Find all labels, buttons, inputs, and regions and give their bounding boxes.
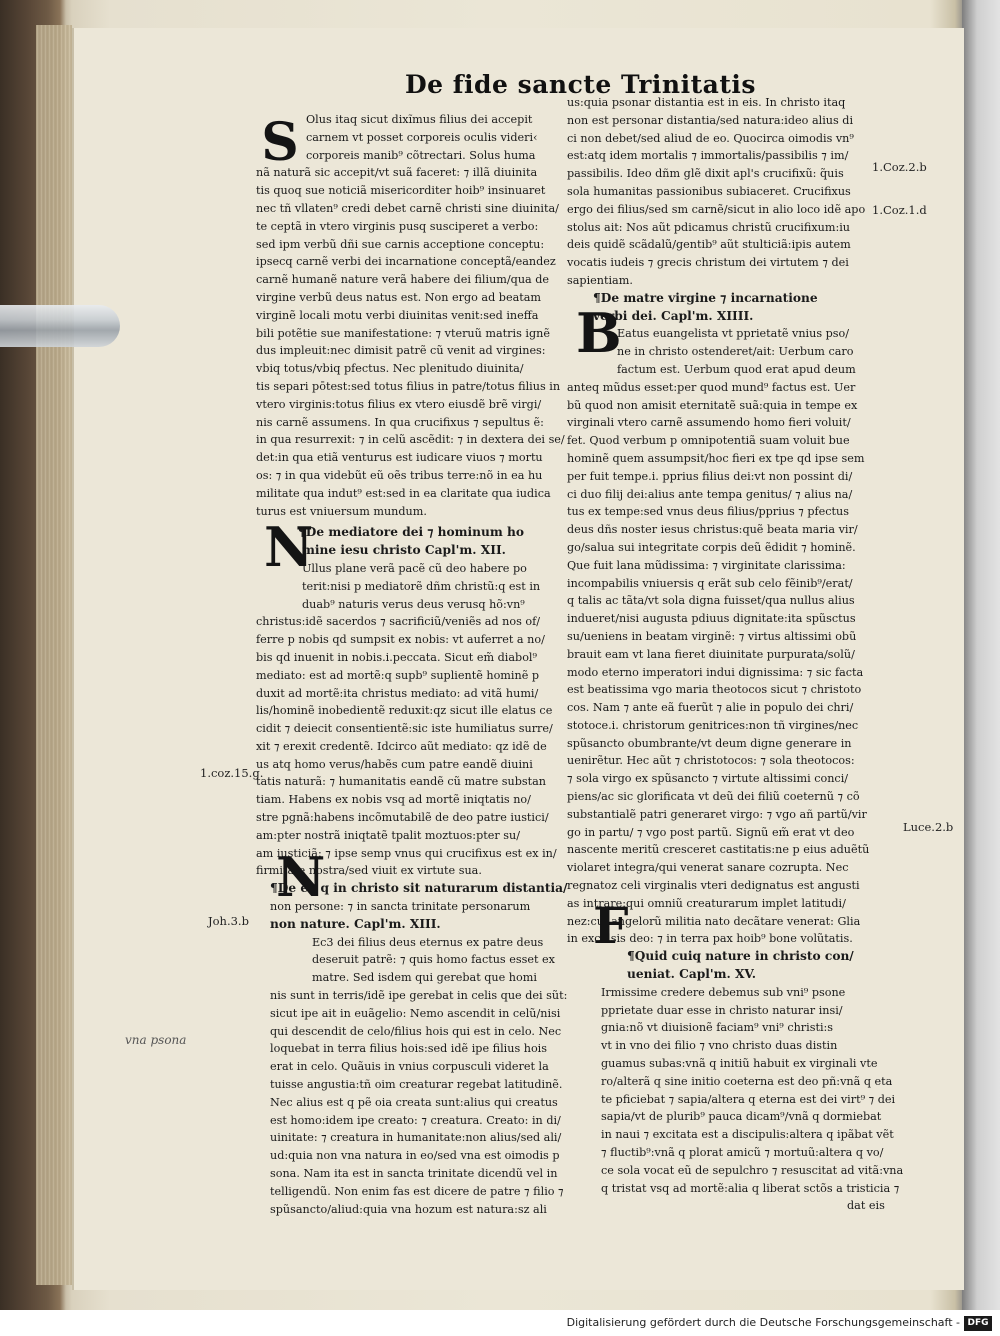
footer-bar	[0, 1310, 1000, 1336]
text-line: deis quidẽ scãdalũ/gentib⁹ aũt stulticiã:ipis autem	[567, 238, 851, 252]
text-line: nis sunt in terris/idẽ ipe gerebat in celis que dei sũt:	[270, 989, 568, 1003]
chapter-heading-line: ¶De matre virgine ⁊ incarnatione	[593, 290, 818, 305]
text-line: te pficiebat ⁊ sapia/altera q eterna est dei virt⁹ ⁊ dei	[601, 1092, 896, 1106]
text-line: nã naturã sic accepit/vt suã faceret: ⁊ illã diuinita	[256, 166, 538, 180]
text-line: substantialẽ patri generaret virgo: ⁊ vgo añ partũ/vir	[567, 807, 867, 821]
text-line: ferre p nobis qd sumpsit ex nobis: vt auferret a no/	[256, 633, 545, 647]
text-line: xit ⁊ erexit credentẽ. Idcirco aũt mediato: qz idẽ de	[256, 739, 547, 753]
text-line: tuisse angustia:tñ oim creaturar regebat latitudinẽ.	[270, 1078, 563, 1092]
text-line: stre pgnã:habens incõmutabilẽ de deo patre iustici/	[256, 811, 549, 825]
text-line: Olus itaq sicut dixĩmus filius dei accepit	[306, 113, 533, 126]
text-line: deseruit patrẽ: ⁊ quis homo factus esset ex	[312, 953, 555, 967]
text-line: uenirẽtur. Hec aũt ⁊ christotocos: ⁊ sola theotocos:	[567, 754, 855, 768]
text-line: est beatissima vgo maria theotocos sicut ⁊ christoto	[567, 683, 862, 697]
text-line: carnẽ humanẽ nature verã habere dei filium/qua de	[256, 273, 550, 287]
text-line: us:quia psonar distantia est in eis. In christo itaq	[567, 96, 846, 109]
text-line: non persone: ⁊ in sancta trinitate personarum	[270, 900, 531, 914]
left-column	[256, 111, 568, 1218]
text-line: turus est vniuersum mundum.	[256, 504, 427, 518]
text-line: duab⁹ naturis verus deus verusq hõ:vn⁹	[302, 597, 525, 611]
text-line: est:atq idem mortalis ⁊ immortalis/passibilis ⁊ im/	[567, 149, 849, 163]
text-line: spũsancto/aliud:quia vna hozum est natura:sz ali	[270, 1202, 547, 1216]
chapter-heading-line: ¶De mediatore dei ⁊ hominum ho	[298, 525, 525, 540]
text-line: indueret/nisi augusta pdiuus dignitate:ita spũsctus	[567, 612, 856, 626]
text-line: vbiq totus/vbiq pfectus. Nec plenitudo diuinita/	[256, 362, 524, 376]
text-line: stotoce.i. christorum genitrices:non tñ virgines/nec	[567, 718, 859, 732]
page-holder-rod	[0, 305, 120, 347]
chapter-heading-line: mine iesu christo Capl'm. XII.	[302, 543, 506, 558]
text-line: deus dñs noster iesus christus:quẽ beata maria vir/	[567, 523, 858, 537]
text-line: Ec3 dei filius deus eternus ex patre deus	[312, 935, 544, 949]
text-line: qui descendit de celo/filius hois qui est in celo. Nec	[270, 1024, 562, 1038]
text-line: loquebat in terra filius hois:sed idẽ ipe filius hois	[270, 1042, 548, 1056]
handwritten-note: vna psona	[125, 1033, 187, 1047]
margin-note-luc-2b: Luce.2.b	[903, 820, 954, 834]
text-line: cos. Nam ⁊ ante eã fuerũt ⁊ alie in populo dei chri/	[567, 701, 854, 715]
text-line: ce sola vocat eũ de sepulchro ⁊ resuscitat ad vitã:vna	[601, 1163, 904, 1177]
running-head: De fide sancte Trinitatis	[405, 70, 756, 99]
text-line: Irmissime credere debemus sub vni⁹ psone	[601, 985, 846, 999]
text-line: te ceptã in vtero virginis pusq susciperet a verbo:	[256, 219, 539, 233]
text-line: gnia:nõ vt diuisionẽ faciam⁹ vni⁹ christi:s	[601, 1021, 834, 1035]
text-line: corporeis manib⁹ cõtrectari. Solus huma	[306, 148, 536, 162]
margin-note-cor-15g: 1.coz.15.g.	[200, 766, 264, 780]
facing-page-edge	[962, 0, 1000, 1310]
initial-n-chapter-12: N	[264, 515, 314, 579]
text-line: ne in christo ostenderet/ait: Uerbum caro	[617, 345, 854, 359]
text-line: duxit ad mortẽ:ita christus mediato: ad vitã humi/	[256, 686, 539, 700]
text-line: nez:cui angelorũ militia nato decãtare venerat: Glia	[567, 914, 861, 928]
text-line: est homo:idem ipe creato: ⁊ creatura. Creato: in di/	[270, 1113, 561, 1127]
initial-n-chapter-13: N	[276, 845, 326, 909]
text-line: virgine verbũ deus natus est. Non ergo ad beatam	[256, 290, 542, 304]
text-line: spũsancto obumbrante/vt deum digne generare in	[567, 736, 852, 750]
text-line: cidit ⁊ deiecit consentientẽ:sic iste humiliatus surre/	[256, 722, 553, 736]
text-line: am iusticiã: ⁊ ipse semp vnus qui crucifixus est ex in/	[256, 846, 557, 860]
text-line: nec tñ vllaten⁹ credi debet carnẽ christi sine diuinita/	[256, 201, 559, 215]
footer-credit: Digitalisierung gefördert durch die Deutsche Forschungsgemeinschaft -	[566, 1316, 960, 1329]
text-line: am:pter nostrã iniqtatẽ tpalit moztuos:pter su/	[256, 828, 520, 842]
text-line: os: ⁊ in qua videbũt eũ oẽs tribus terre:nõ in ea hu	[256, 468, 543, 482]
text-line: tis quoq sue noticiã misericorditer hoib⁹ insinuaret	[256, 184, 546, 198]
initial-b-chapter-14: B	[576, 301, 622, 365]
text-line: in naui ⁊ excitata est a discipulis:altera q ipãbat vẽt	[601, 1128, 894, 1142]
text-line: bili potẽtie sue manifestatione: ⁊ vteruũ matris ignẽ	[256, 326, 550, 340]
text-line: sola humanitas passionibus subiaceret. Crucifixus	[567, 184, 851, 198]
text-line: in excelsis deo: ⁊ in terra pax hoib⁹ bone volũtatis.	[567, 932, 853, 946]
text-line: erat in celo. Quãuis in vnius corpusculi videret la	[270, 1060, 549, 1074]
text-line: q tristat vsq ad mortẽ:alia q liberat sctõs a tristicia ⁊	[601, 1181, 900, 1195]
text-line: sed ipm verbũ dñi sue carnis acceptione conceptu:	[256, 237, 545, 251]
text-line: vt in vno dei filio ⁊ vno christo duas distin	[601, 1039, 838, 1053]
text-line: lis/hominẽ inobedientẽ reduxit:qz sicut ille elatus ce	[256, 704, 553, 718]
text-line: uinitate: ⁊ creatura in humanitate:non alius/sed ali/	[270, 1131, 562, 1145]
text-line: dus impleuit:nec dimisit patrẽ cũ venit ad virgines:	[256, 344, 546, 358]
chapter-heading-line: non nature. Capl'm. XIII.	[270, 916, 441, 931]
text-line: as intrare:qui omniũ creaturarum implet latitudi/	[567, 896, 846, 910]
text-line: terit:nisi p mediatorẽ dñm christũ:q est in	[302, 579, 541, 593]
text-line: passibilis. Ideo dñm glẽ dixit apl's crucifixũ: q̃uis	[567, 167, 844, 181]
text-line: nis carnẽ assumens. In qua crucifixus ⁊ sepultus ẽ:	[256, 415, 544, 429]
text-line: incompabilis vniuersis q erãt sub celo fẽinib⁹/erat/	[567, 576, 853, 590]
text-line: christus:idẽ sacerdos ⁊ sacrificiũ/veniẽs ad nos of/	[256, 615, 541, 629]
text-line: vtero virginis:totus filius ex vtero eiusdẽ brẽ virgi/	[256, 397, 542, 411]
text-line: sapientiam.	[567, 273, 633, 287]
text-line: ud:quia non vna natura in eo/sed vna est oimodis p	[270, 1149, 560, 1163]
text-line: ergo dei filius/sed sm carnẽ/sicut in alio loco idẽ apo	[567, 202, 866, 216]
text-line: bũ quod non amisit eternitatẽ suã:quia in tempe ex	[567, 398, 858, 412]
text-line: det:in qua etiã venturus est iudicare viuos ⁊ mortu	[256, 451, 543, 465]
initial-s: S	[261, 112, 299, 173]
text-line: per fuit tempe.i. pprius filius dei:vt non possint di/	[567, 469, 853, 483]
text-line: ro/alterã q sine initio coeterna est deo pñ:vnã q eta	[601, 1074, 893, 1088]
chapter-heading-line: ¶De eo q in christo sit naturarum distantia/	[270, 881, 568, 896]
text-line: nascente meritũ cresceret castitatis:ne p eius aduẽtũ	[567, 843, 870, 857]
text-line: bis qd inuenit in nobis.i.peccata. Sicut em̃ diabol⁹	[256, 650, 537, 664]
text-line: tatis naturã: ⁊ humanitatis eandẽ cũ matre substan	[256, 775, 546, 789]
text-line: q talis ac tãta/vt sola digna fuisset/qua nullus alius	[567, 594, 855, 608]
text-line: regnatoz celi virginalis vteri dedignatus est angusti	[567, 879, 860, 893]
text-line: militate qua indut⁹ est:sed in ea claritate qua iudica	[256, 486, 551, 500]
text-line: us atq homo verus/habẽs cum patre eandẽ diuini	[256, 757, 533, 771]
dfg-logo: DFG	[964, 1316, 992, 1331]
text-line: su/ueniens in beatam virginẽ: ⁊ virtus altissimi obũ	[567, 629, 857, 643]
text-line: telligendũ. Non enim fas est dicere de patre ⁊ filio ⁊	[270, 1184, 564, 1198]
text-line: violaret integra/qui venerat sanare cozrupta. Nec	[567, 861, 849, 875]
text-line: ci non debet/sed aliud de eo. Quocirca oimodis vn⁹	[567, 131, 854, 145]
text-line: go in partu/ ⁊ vgo post partũ. Signũ em̃ erat vt deo	[567, 825, 855, 839]
text-line: pprietate duar esse in christo naturar insi/	[601, 1003, 843, 1017]
text-line: virginẽ locali motu verbi diuinitas venit:sed ineffa	[256, 308, 539, 322]
text-line: sona. Nam ita est in sancta trinitate dicendũ vel in	[270, 1167, 558, 1181]
chapter-heading-line: verbi dei. Capl'm. XIIII.	[593, 308, 754, 323]
text-line: firmitate nostra/sed viuit ex virtute sua.	[256, 864, 482, 878]
page-edges	[36, 25, 72, 1285]
text-line: anteq mũdus esset:per quod mund⁹ factus est. Uer	[567, 380, 856, 394]
text-line: Ullus plane verã pacẽ cũ deo habere po	[302, 561, 527, 575]
text-line: matre. Sed isdem qui gerebat que homi	[312, 971, 537, 985]
text-line: stolus ait: Nos aũt pdicamus christũ crucifixum:iu	[567, 220, 851, 234]
text-line: modo eterno imperatori indui dignissima: ⁊ sic facta	[567, 665, 864, 679]
text-line: non est personar distantia/sed natura:ideo alius di	[567, 113, 854, 127]
text-line: Nec alius est q pẽ oia creata sunt:alius qui creatus	[270, 1095, 558, 1109]
chapter-heading-line: ueniat. Capl'm. XV.	[627, 967, 757, 982]
text-line: vocatis iudeis ⁊ grecis christum dei virtutem ⁊ dei	[567, 256, 849, 270]
initial-f-chapter-15: F	[593, 896, 629, 955]
margin-note-joh-3b: Joh.3.b	[208, 914, 249, 928]
text-line: brauit eam vt lana fieret diuinitate purpurata/solũ/	[567, 647, 855, 661]
text-line: tiam. Habens ex nobis vsq ad mortẽ iniqtatis no/	[256, 793, 531, 807]
text-line: Eatus euangelista vt pprietatẽ vnius pso/	[617, 327, 850, 341]
text-line: tus ex tempe:sed vnus deus filius/pprius ⁊ pfectus	[567, 505, 849, 519]
chapter-heading-line: ¶Quid cuiq nature in christo con/	[627, 949, 854, 964]
text-line: ci duo filij dei:alius ante tempa genitus/ ⁊ alius na/	[567, 487, 853, 501]
text-line: virginali vtero carnẽ assumendo homo fieri voluit/	[567, 416, 851, 430]
text-line: ⁊ sola virgo ex spũsancto ⁊ virtute altissimi conci/	[567, 772, 849, 786]
text-line: Que fuit lana mũdissima: ⁊ virginitate clarissima:	[567, 558, 846, 572]
text-line: piens/ac sic glorificata vt deũ dei filiũ coeternũ ⁊ cõ	[567, 790, 860, 804]
text-line: guamus subas:vnã q initiũ habuit ex virginali vte	[601, 1057, 878, 1071]
text-line: ipsecq carnẽ verbi dei incarnatione conceptã/eandez	[256, 255, 556, 269]
text-line: sapia/vt de plurib⁹ pauca dicam⁹/vnã q dormiebat	[601, 1110, 882, 1124]
text-line: hominẽ quem assumpsit/hoc fieri ex tpe qd ipse sem	[567, 451, 865, 465]
text-line: in qua resurrexit: ⁊ in celũ ascẽdit: ⁊ in dextera dei se/	[256, 433, 565, 447]
text-line: carnem vt posset corporeis oculis videri‹	[306, 130, 538, 144]
margin-note-cor-2b: 1.Coz.2.b	[872, 160, 927, 174]
text-line: dat eis	[847, 1199, 885, 1213]
text-line: factum est. Uerbum quod erat apud deum	[617, 362, 856, 376]
text-line: go/salua sui integritate corpis deũ ẽdidit ⁊ hominẽ.	[567, 540, 856, 554]
text-line: sicut ipe ait in euãgelio: Nemo ascendit in celũ/nisi	[270, 1006, 561, 1020]
text-line: ⁊ fluctib⁹:vnã q plorat amicũ ⁊ mortuũ:altera q vo/	[601, 1146, 884, 1160]
text-line: mediato: est ad mortẽ:q supb⁹ suplientẽ hominẽ p	[256, 668, 540, 682]
text-line: tis separi pōtest:sed totus filius in patre/totus filius in	[256, 379, 561, 393]
margin-note-cor-1d: 1.Coz.1.d	[872, 203, 927, 217]
text-line: fet. Quod verbum p omnipotentiã suam voluit bue	[567, 434, 850, 448]
